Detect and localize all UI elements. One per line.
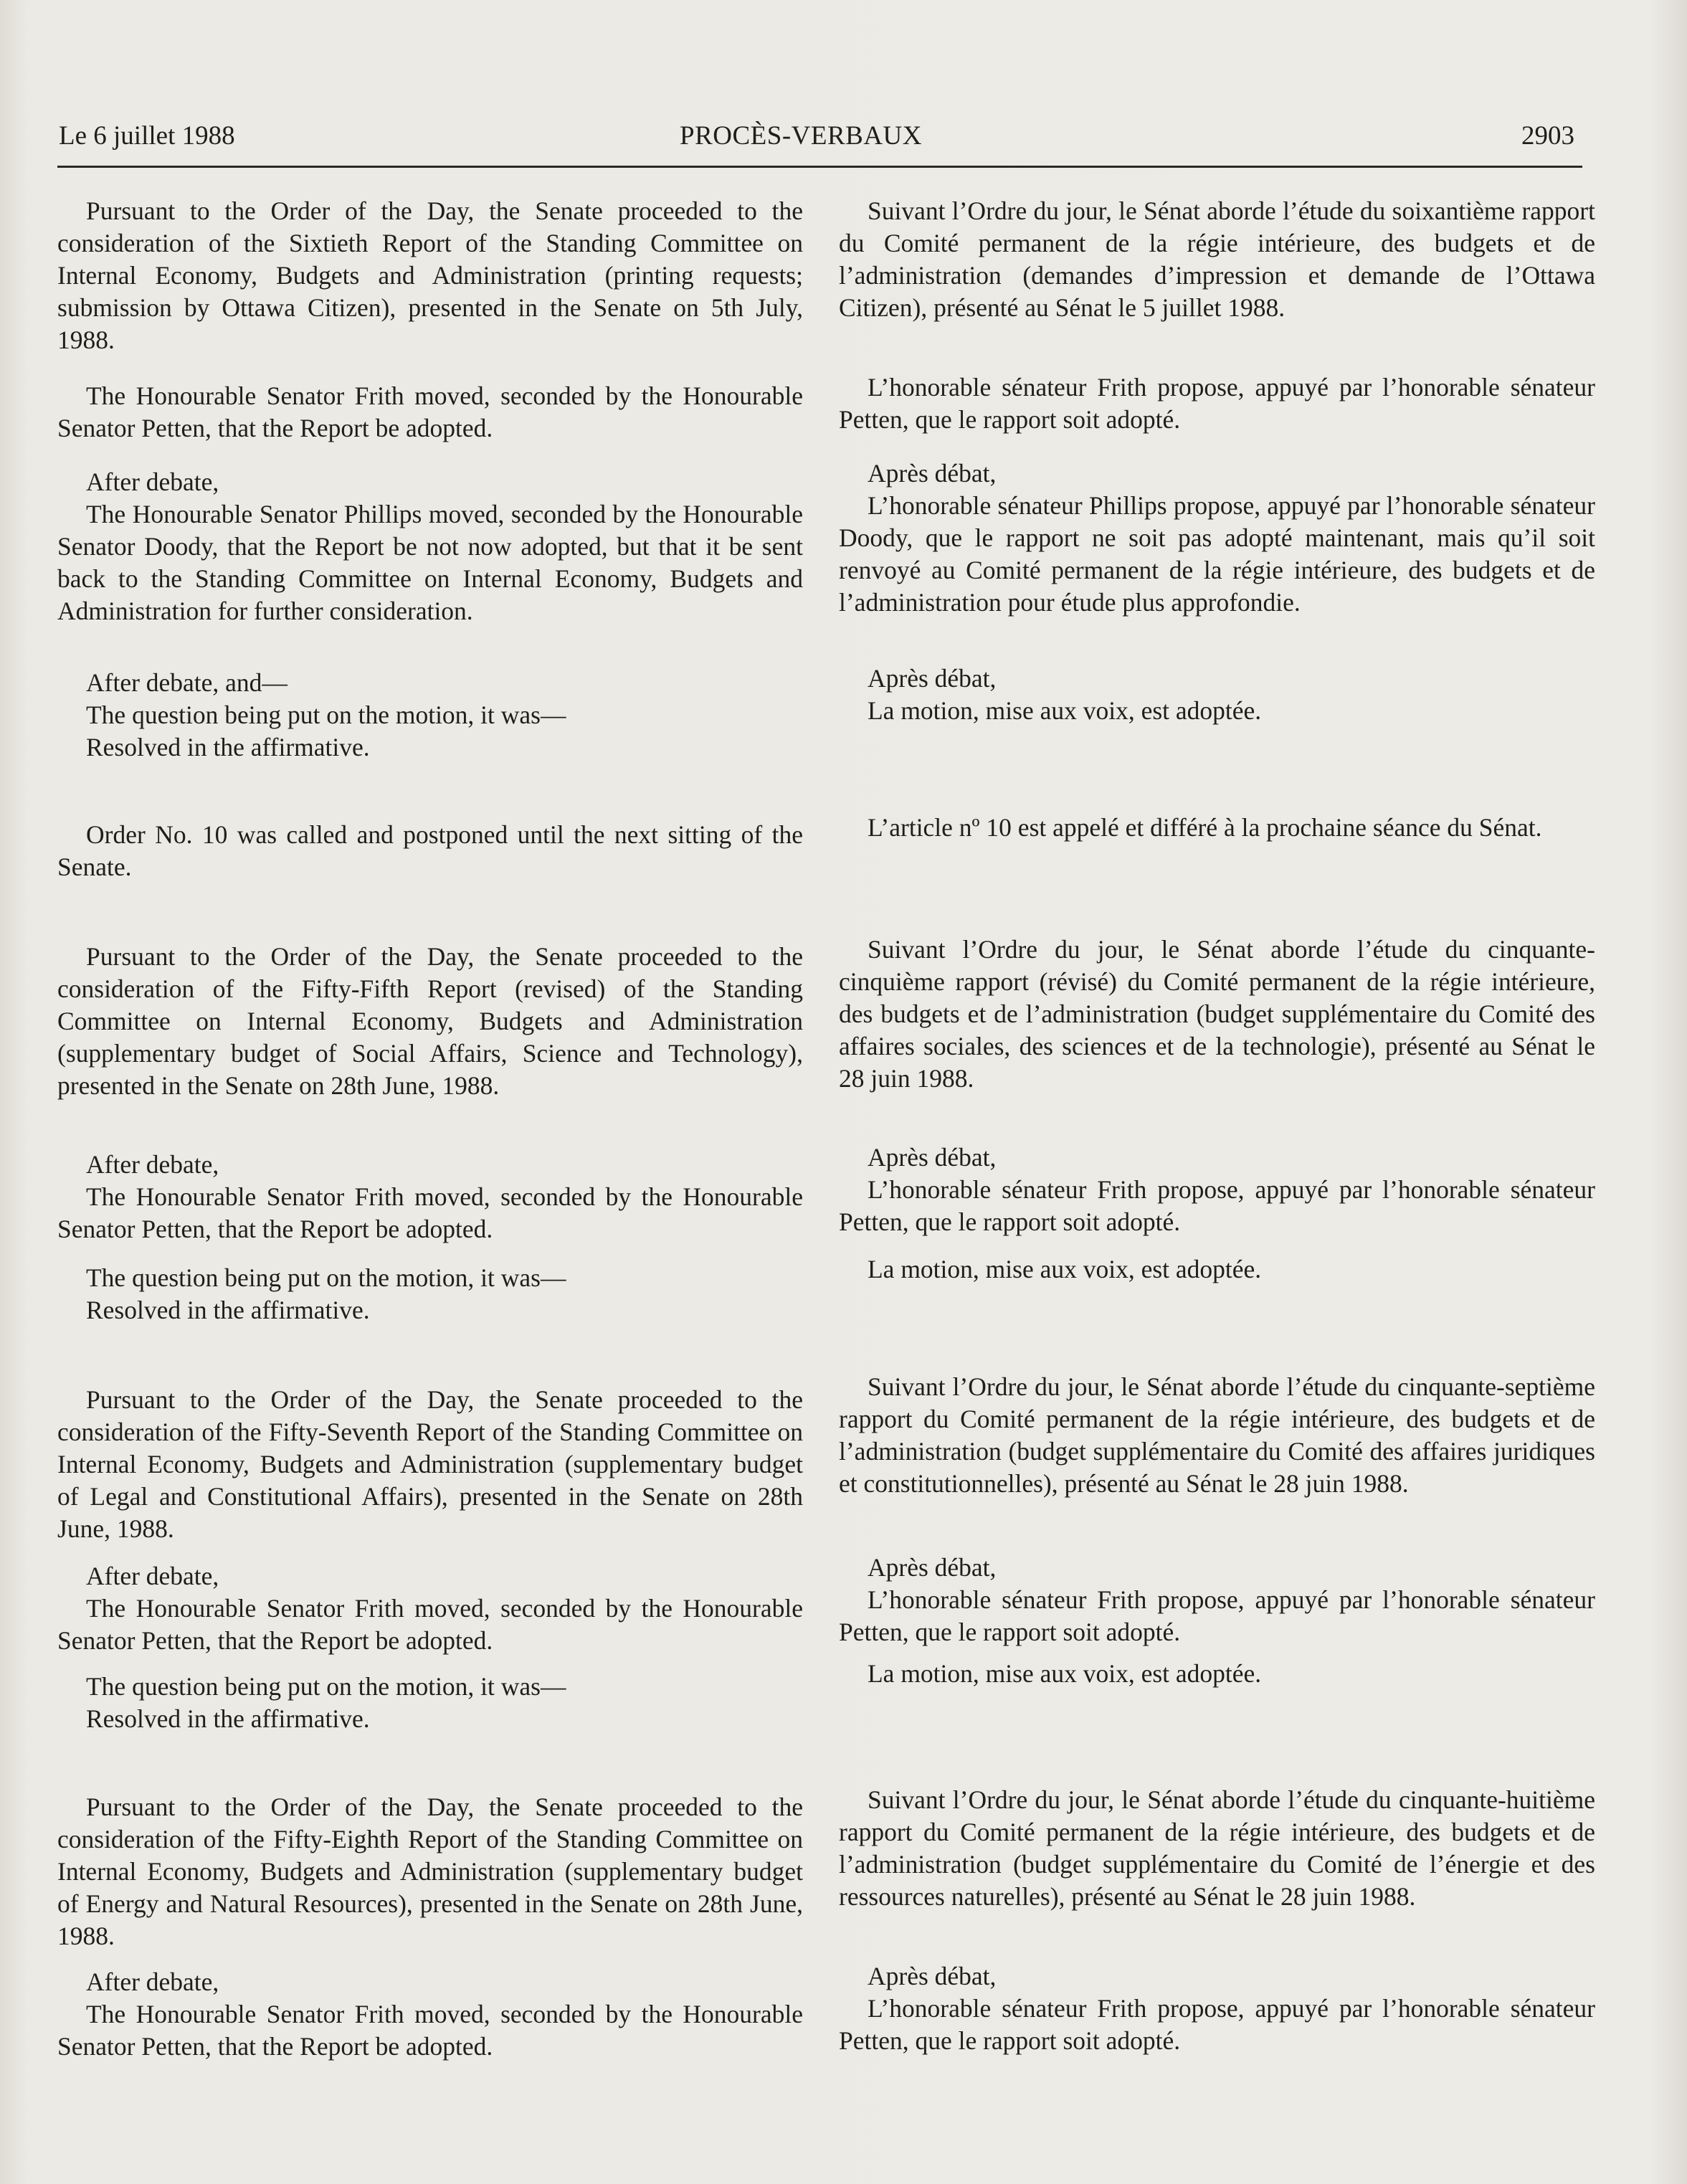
item1-vote-en xyxy=(57,667,803,764)
item3-after-debate-fr: Après débat, xyxy=(868,1143,997,1172)
item4-resolved-fr: La motion, mise aux voix, est adoptée. xyxy=(868,1659,1262,1688)
item4-vote-fr xyxy=(839,1658,1595,1690)
item4-after-debate: After debate, xyxy=(86,1562,219,1590)
item3-report-paragraph-fr: Suivant l’Ordre du jour, le Sénat aborde l’étude du cinquante-cinquième rapport (révisé) du Comité permanent de la régie intérieure, des budgets et de l’administration (budget supplémentaire du Comité des affaires sociales, des sciences et de la technologie), présenté au Sénat le 28 juin 1988. xyxy=(839,935,1595,1093)
item1-amendment-en xyxy=(57,466,803,627)
header-rule xyxy=(57,166,1582,168)
item5-motion-paragraph-fr: L’honorable sénateur Frith propose, appuyé par l’honorable sénateur Petten, que le rapport soit adopté. xyxy=(839,1994,1595,2055)
item3-question: The question being put on the motion, it was— xyxy=(86,1263,566,1292)
item2-order-paragraph-fr: L’article nº 10 est appelé et différé à la prochaine séance du Sénat. xyxy=(868,813,1542,842)
item3-motion-paragraph-fr: L’honorable sénateur Frith propose, appuyé par l’honorable sénateur Petten, que le rapport soit adopté. xyxy=(839,1175,1595,1236)
item4-motion-paragraph: The Honourable Senator Frith moved, seconded by the Honourable Senator Petten, that the Report be adopted. xyxy=(57,1594,803,1655)
item5-motion-fr xyxy=(839,1960,1595,2057)
item4-motion-en xyxy=(57,1560,803,1657)
header-date: Le 6 juillet 1988 xyxy=(59,121,235,151)
item4-vote-en xyxy=(57,1671,803,1735)
item4-report-paragraph: Pursuant to the Order of the Day, the Senate proceeded to the consideration of the Fifty-Seventh Report of the Standing Committee on Internal Economy, Budgets and Administration (supplementary budget of Legal and Constitutional Affairs), presented in the Senate on 28th June, 1988. xyxy=(57,1385,803,1543)
header-title: PROCÈS-VERBAUX xyxy=(680,121,922,151)
item4-motion-fr xyxy=(839,1552,1595,1648)
item1-after-debate-and: After debate, and— xyxy=(86,668,287,697)
item4-question: The question being put on the motion, it was— xyxy=(86,1672,566,1701)
item1-motion-paragraph: The Honourable Senator Frith moved, seconded by the Honourable Senator Petten, that the Report be adopted. xyxy=(57,381,803,442)
item1-vote-fr xyxy=(839,663,1595,727)
item2-en xyxy=(57,819,803,883)
item4-after-debate-fr: Après débat, xyxy=(868,1553,997,1582)
item1-motion-fr xyxy=(839,371,1595,436)
item4-resolved: Resolved in the affirmative. xyxy=(86,1704,370,1733)
item3-resolved: Resolved in the affirmative. xyxy=(86,1296,370,1324)
item3-motion-paragraph: The Honourable Senator Frith moved, seconded by the Honourable Senator Petten, that the Report be adopted. xyxy=(57,1182,803,1243)
item4-fr xyxy=(839,1371,1595,1500)
item5-fr xyxy=(839,1784,1595,1913)
item3-fr xyxy=(839,934,1595,1095)
item1-motion-en xyxy=(57,380,803,445)
item1-report-paragraph-fr: Suivant l’Ordre du jour, le Sénat aborde l’étude du soixantième rapport du Comité permanent de la régie intérieure, des budgets et de l’administration (demandes d’impression et demande de l’Ottawa Citizen), présenté au Sénat le 5 juillet 1988. xyxy=(839,196,1595,322)
page-number: 2903 xyxy=(1521,121,1574,151)
item5-motion-paragraph: The Honourable Senator Frith moved, seconded by the Honourable Senator Petten, that the Report be adopted. xyxy=(57,2000,803,2061)
item3-vote-en xyxy=(57,1262,803,1326)
item5-report-paragraph: Pursuant to the Order of the Day, the Senate proceeded to the consideration of the Fifty-Eighth Report of the Standing Committee on Internal Economy, Budgets and Administration (supplementary budget of Energy and Natural Resources), presented in the Senate on 28th June, 1988. xyxy=(57,1793,803,1950)
item3-en xyxy=(57,941,803,1102)
item3-resolved-fr: La motion, mise aux voix, est adoptée. xyxy=(868,1255,1262,1283)
item1-amendment-paragraph-fr: L’honorable sénateur Phillips propose, appuyé par l’honorable sénateur Doody, que le rapport ne soit pas adopté maintenant, mais qu’il soit renvoyé au Comité permanent de la régie intérieure, des budgets et de l’administration pour étude plus approfondie. xyxy=(839,491,1595,617)
item2-fr xyxy=(839,812,1595,844)
item1-after-debate2-fr: Après débat, xyxy=(868,664,997,693)
item3-vote-fr xyxy=(839,1253,1595,1286)
item1-report-paragraph: Pursuant to the Order of the Day, the Senate proceeded to the consideration of the Sixtieth Report of the Standing Committee on Internal Economy, Budgets and Administration (printing requests; submission by Ottawa Citizen), presented in the Senate on 5th July, 1988. xyxy=(57,196,803,354)
item1-after-debate: After debate, xyxy=(86,467,219,496)
item5-after-debate-fr: Après débat, xyxy=(868,1962,997,1990)
item1-amendment-paragraph: The Honourable Senator Phillips moved, seconded by the Honourable Senator Doody, that the Report be not now adopted, but that it be sent back to the Standing Committee on Internal Economy, Budgets and Administration for further consideration. xyxy=(57,500,803,625)
item3-report-paragraph: Pursuant to the Order of the Day, the Senate proceeded to the consideration of the Fifty-Fifth Report (revised) of the Standing Committee on Internal Economy, Budgets and Administration (supplementary budget of Social Affairs, Science and Technology), presented in the Senate on 28th June, 1988. xyxy=(57,942,803,1100)
item1-amendment-fr xyxy=(839,457,1595,619)
item5-motion-en xyxy=(57,1966,803,2063)
item3-motion-fr xyxy=(839,1141,1595,1238)
item1-motion-paragraph-fr: L’honorable sénateur Frith propose, appuyé par l’honorable sénateur Petten, que le rapport soit adopté. xyxy=(839,373,1595,434)
item1-resolved-fr: La motion, mise aux voix, est adoptée. xyxy=(868,696,1262,725)
item1-fr xyxy=(839,195,1595,324)
item1-en xyxy=(57,195,803,356)
item4-report-paragraph-fr: Suivant l’Ordre du jour, le Sénat aborde l’étude du cinquante-septième rapport du Comité permanent de la régie intérieure, des budgets et de l’administration (budget supplémentaire du Comité des affaires juridiques et constitutionnelles), présenté au Sénat le 28 juin 1988. xyxy=(839,1372,1595,1498)
item1-resolved: Resolved in the affirmative. xyxy=(86,733,370,761)
item5-report-paragraph-fr: Suivant l’Ordre du jour, le Sénat aborde l’étude du cinquante-huitième rapport du Comité permanent de la régie intérieure, des budgets et de l’administration (budget supplémentaire du Comité de l’énergie et des ressources naturelles), présenté au Sénat le 28 juin 1988. xyxy=(839,1785,1595,1911)
item4-en xyxy=(57,1384,803,1545)
item4-motion-paragraph-fr: L’honorable sénateur Frith propose, appuyé par l’honorable sénateur Petten, que le rapport soit adopté. xyxy=(839,1585,1595,1646)
item5-after-debate: After debate, xyxy=(86,1967,219,1996)
item1-question: The question being put on the motion, it was— xyxy=(86,701,566,729)
item1-after-debate-fr: Après débat, xyxy=(868,459,997,488)
item2-order-paragraph: Order No. 10 was called and postponed until the next sitting of the Senate. xyxy=(57,820,803,881)
item3-after-debate: After debate, xyxy=(86,1150,219,1179)
item3-motion-en xyxy=(57,1149,803,1245)
item5-en xyxy=(57,1791,803,1952)
